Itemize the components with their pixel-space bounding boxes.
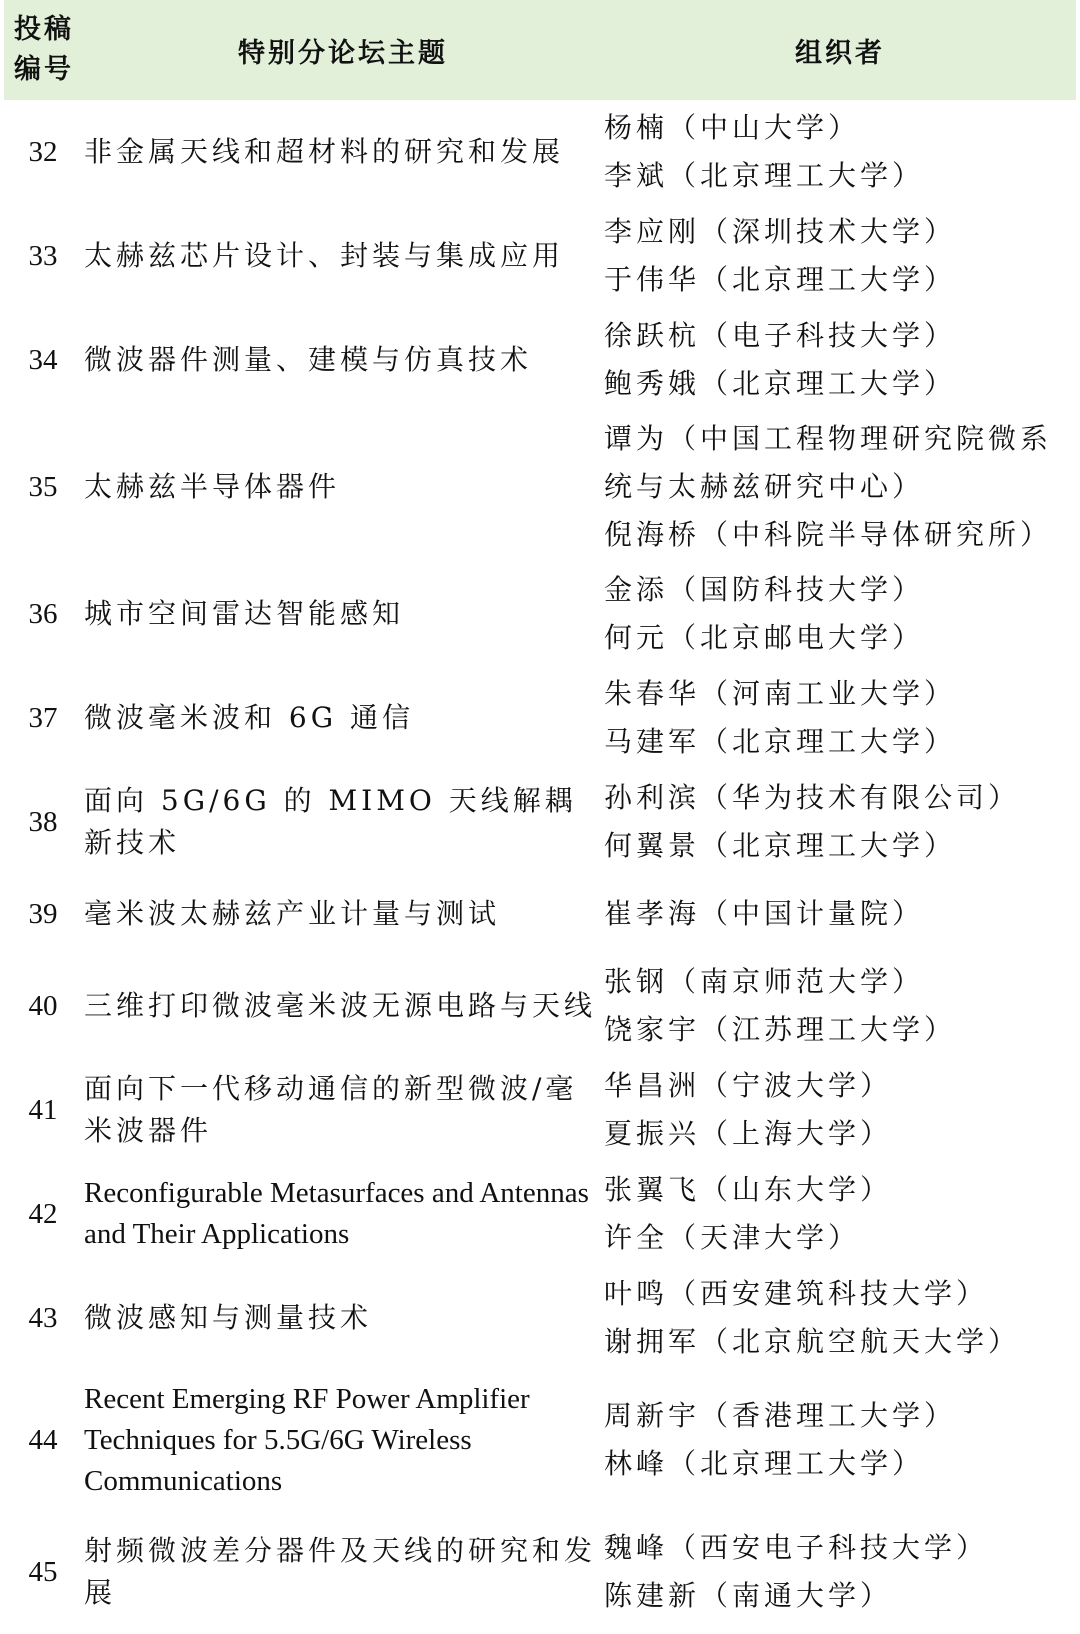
header-number-line1: 投稿	[14, 14, 74, 45]
organizers	[604, 874, 1076, 954]
organizer-line: 魏峰（西安电子科技大学）	[604, 1531, 989, 1564]
submission-number: 42	[28, 1198, 58, 1230]
header-organizers: 组织者	[604, 0, 1076, 100]
organizer-line: 孙利滨（华为技术有限公司）	[604, 781, 1021, 814]
organizer-line: 张钢（南京师范大学）	[604, 965, 925, 998]
submission-number: 33	[28, 240, 58, 272]
forum-topic: 太赫兹芯片设计、封装与集成应用	[84, 239, 565, 272]
organizers	[604, 1266, 1076, 1370]
table-row	[4, 1510, 1076, 1634]
organizer-line: 于伟华（北京理工大学）	[604, 263, 957, 296]
organizer-line: 陈建新（南通大学）	[604, 1579, 893, 1612]
organizer-line: 金添（国防科技大学）	[604, 573, 925, 606]
header-topic: 特别分论坛主题	[82, 0, 604, 100]
organizer-line: 夏振兴（上海大学）	[604, 1117, 893, 1150]
table-row	[4, 1162, 1076, 1266]
organizer-line: 张翼飞（山东大学）	[604, 1173, 893, 1206]
organizer-line: 华昌洲（宁波大学）	[604, 1069, 893, 1102]
organizer-line: 饶家宇（江苏理工大学）	[604, 1013, 957, 1046]
forum-topic: 面向 5G/6G 的 MIMO 天线解耦新技术	[84, 784, 577, 859]
submission-number: 38	[28, 806, 58, 838]
submission-number: 36	[28, 598, 58, 630]
forum-topic: 微波感知与测量技术	[84, 1301, 373, 1334]
organizers	[604, 100, 1076, 204]
forum-topic: 射频微波差分器件及天线的研究和发展	[84, 1534, 597, 1609]
organizer-line: 何元（北京邮电大学）	[604, 621, 925, 654]
submission-number: 44	[28, 1424, 58, 1456]
submission-number: 35	[28, 471, 58, 503]
organizer-line: 谭为（中国工程物理研究院微系	[604, 422, 1053, 455]
table-row	[4, 412, 1076, 562]
organizer-line: 何翼景（北京理工大学）	[604, 829, 957, 862]
organizer-line: 鲍秀娥（北京理工大学）	[604, 367, 957, 400]
organizer-line: 马建军（北京理工大学）	[604, 725, 957, 758]
header-number	[4, 0, 82, 100]
table-row	[4, 770, 1076, 874]
table-row	[4, 954, 1076, 1058]
forum-topic: Reconfigurable Metasurfaces and Antennas and Their Applications	[84, 1177, 589, 1250]
organizers	[604, 666, 1076, 770]
organizers	[604, 204, 1076, 308]
forum-topic: 微波毫米波和 6G 通信	[84, 701, 414, 734]
organizers	[604, 1162, 1076, 1266]
header-number-line2: 编号	[14, 54, 74, 85]
organizer-line: 李应刚（深圳技术大学）	[604, 215, 957, 248]
organizer-line: 徐跃杭（电子科技大学）	[604, 319, 957, 352]
forum-topic: 面向下一代移动通信的新型微波/毫米波器件	[84, 1072, 578, 1147]
organizer-line: 李斌（北京理工大学）	[604, 159, 925, 192]
table-row	[4, 874, 1076, 954]
table-row	[4, 562, 1076, 666]
table-row	[4, 1370, 1076, 1510]
table-row	[4, 1266, 1076, 1370]
table-row	[4, 1058, 1076, 1162]
forum-topic: 微波器件测量、建模与仿真技术	[84, 343, 533, 376]
organizers	[604, 954, 1076, 1058]
organizers	[604, 1510, 1076, 1634]
organizer-line: 崔孝海（中国计量院）	[604, 897, 925, 930]
submission-number: 39	[28, 898, 58, 930]
submission-number: 43	[28, 1302, 58, 1334]
organizer-line: 叶鸣（西安建筑科技大学）	[604, 1277, 989, 1310]
organizers	[604, 1058, 1076, 1162]
organizer-line: 谢拥军（北京航空航天大学）	[604, 1325, 1021, 1358]
table-row	[4, 666, 1076, 770]
organizers	[604, 308, 1076, 412]
forum-topic: 非金属天线和超材料的研究和发展	[84, 135, 565, 168]
table-row	[4, 100, 1076, 204]
organizer-line: 杨楠（中山大学）	[604, 111, 861, 144]
table-row	[4, 204, 1076, 308]
organizers	[604, 562, 1076, 666]
forum-table	[4, 0, 1076, 1634]
submission-number: 45	[28, 1556, 58, 1588]
submission-number: 37	[28, 702, 58, 734]
forum-topic: 三维打印微波毫米波无源电路与天线	[84, 989, 597, 1022]
table-body	[4, 100, 1076, 1634]
submission-number: 40	[28, 990, 58, 1022]
submission-number: 41	[28, 1094, 58, 1126]
header-row	[4, 0, 1076, 100]
organizers	[604, 1370, 1076, 1510]
organizer-line: 倪海桥（中科院半导体研究所）	[604, 518, 1053, 551]
submission-number: 34	[28, 344, 58, 376]
table-row	[4, 308, 1076, 412]
organizer-line: 周新宇（香港理工大学）	[604, 1399, 957, 1432]
submission-number: 32	[28, 136, 58, 168]
organizer-line: 朱春华（河南工业大学）	[604, 677, 957, 710]
organizer-line: 统与太赫兹研究中心）	[604, 470, 925, 503]
organizers	[604, 412, 1076, 562]
organizer-line: 林峰（北京理工大学）	[604, 1447, 925, 1480]
forum-topic: 太赫兹半导体器件	[84, 470, 341, 503]
forum-topic: 毫米波太赫兹产业计量与测试	[84, 897, 501, 930]
organizer-line: 许全（天津大学）	[604, 1221, 861, 1254]
forum-topic: 城市空间雷达智能感知	[84, 597, 405, 630]
forum-topic: Recent Emerging RF Power Amplifier Techniques for 5.5G/6G Wireless Communications	[84, 1382, 530, 1497]
organizers	[604, 770, 1076, 874]
